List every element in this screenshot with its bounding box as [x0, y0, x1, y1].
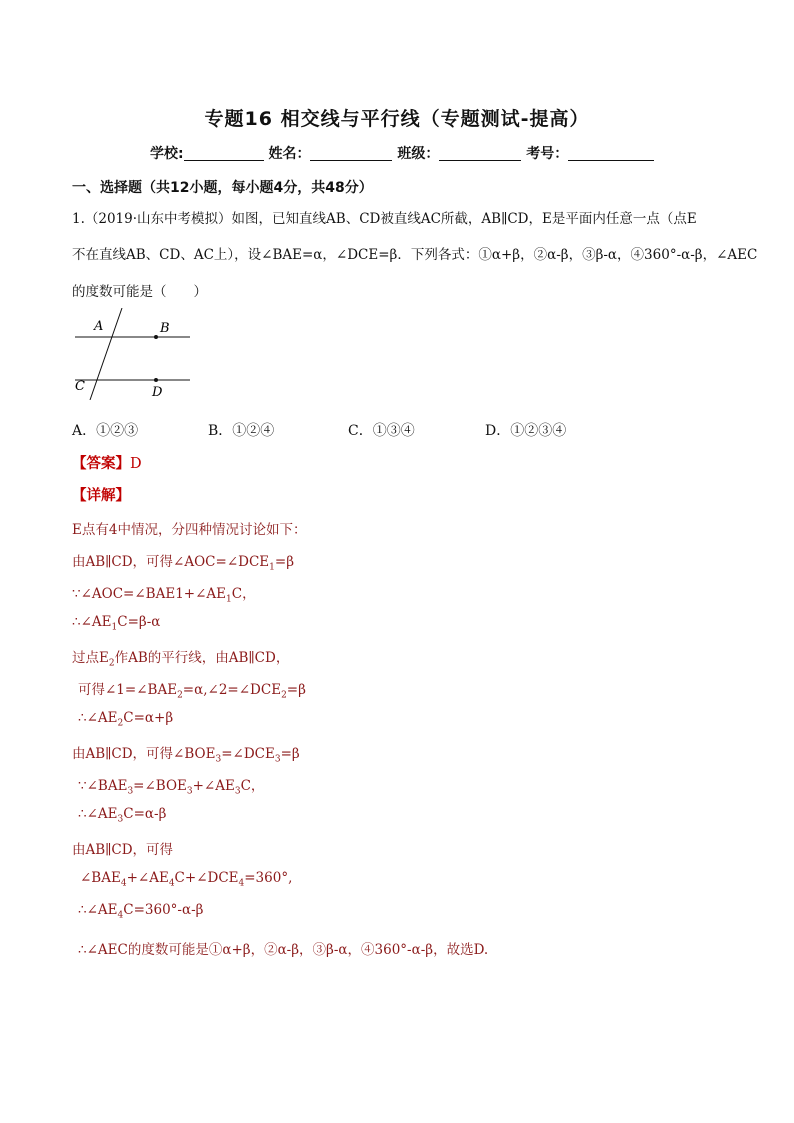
- solution-line-11: 由AB∥CD，可得: [72, 842, 174, 858]
- label-b: B: [160, 321, 170, 336]
- solution-text: +∠AE: [192, 778, 235, 794]
- subscript: 4: [168, 878, 175, 889]
- solution-text: C+∠DCE: [174, 870, 239, 886]
- question-line-1: 1.（2019·山东中考模拟）如图，已知直线AB、CD被直线AC所截，AB∥CD，E是平面内任意一点（点E: [72, 211, 697, 227]
- subscript: 2: [117, 718, 124, 729]
- solution-text: 过点E: [72, 650, 109, 666]
- subscript: 3: [234, 786, 241, 797]
- student-info-line: [150, 143, 654, 163]
- section-title: 一、选择题（共12小题，每小题4分，共48分）: [72, 180, 373, 196]
- solution-text: ∴∠AE: [78, 902, 118, 918]
- name-blank[interactable]: [310, 145, 392, 161]
- name-label: 姓名：: [268, 146, 311, 162]
- solution-text: ∴∠AE: [72, 614, 112, 630]
- solution-line-10: [78, 806, 166, 825]
- solution-text: 作AB的平行线，由AB∥CD，: [114, 650, 290, 666]
- solution-text: ∵∠AOC=∠BAE1+∠AE: [72, 586, 227, 602]
- detail-label: 【详解】: [72, 488, 130, 504]
- subscript: 4: [238, 878, 245, 889]
- solution-text: =β: [286, 682, 306, 698]
- solution-text: C=360°-α-β: [123, 902, 204, 918]
- option-b[interactable]: B．①②④: [208, 423, 275, 439]
- class-blank[interactable]: [439, 145, 521, 161]
- subscript: 3: [274, 754, 281, 765]
- subscript: 1: [226, 594, 232, 605]
- school-label: 学校:: [150, 146, 184, 162]
- solution-text: C，: [240, 778, 265, 794]
- solution-text: ∵∠BAE: [78, 778, 128, 794]
- solution-text: ∴∠AE: [78, 806, 118, 822]
- label-d: D: [152, 385, 163, 400]
- question-line-2: 不在直线AB、CD、AC上），设∠BAE=α，∠DCE=β．下列各式：①α+β，②α-β，③β-α，④360°-α-β，∠AEC: [72, 247, 758, 263]
- subscript: 3: [215, 754, 222, 765]
- label-c: C: [75, 379, 85, 394]
- solution-line-2: [72, 550, 294, 573]
- answer-value: D: [130, 456, 142, 472]
- parallel-lines-figure: [70, 308, 200, 400]
- subscript: 3: [127, 786, 134, 797]
- option-c[interactable]: C．①③④: [348, 423, 415, 439]
- subscript: 4: [117, 910, 124, 921]
- exam-no-label: 考号：: [526, 146, 569, 162]
- solution-text: +∠AE: [126, 870, 169, 886]
- solution-text: =β: [280, 746, 300, 762]
- subscript: 3: [186, 786, 193, 797]
- solution-text: ∠BAE: [80, 870, 121, 886]
- subscript: 2: [177, 690, 183, 701]
- option-d[interactable]: D．①②③④: [485, 423, 567, 439]
- page-title: 专题16 相交线与平行线（专题测试-提高）: [204, 108, 590, 130]
- solution-line-13: [78, 902, 203, 921]
- option-a[interactable]: A．①②③: [72, 423, 139, 439]
- solution-text: 由AB∥CD，可得∠AOC=∠DCE: [72, 554, 270, 570]
- answer-label: 【答案】: [72, 456, 130, 472]
- exam-no-blank[interactable]: [568, 145, 654, 161]
- solution-line-12: [80, 870, 292, 889]
- solution-text: ∴∠AE: [78, 710, 118, 726]
- solution-text: =∠DCE: [221, 746, 275, 762]
- solution-text: C=α+β: [123, 710, 174, 726]
- class-label: 班级：: [397, 146, 440, 162]
- solution-text: 由AB∥CD，可得∠BOE: [72, 746, 216, 762]
- solution-line-14: ∴∠AEC的度数可能是①α+β，②α-β，③β-α，④360°-α-β，故选D.: [78, 942, 489, 958]
- solution-line-4: [72, 614, 160, 633]
- solution-text: C=α-β: [123, 806, 167, 822]
- solution-line-8: [72, 742, 300, 765]
- subscript: 1: [111, 622, 118, 633]
- point-d: [154, 378, 158, 382]
- solution-text: C，: [231, 586, 256, 602]
- solution-line-6: [78, 678, 306, 701]
- subscript: 2: [108, 658, 115, 669]
- point-b: [154, 335, 158, 339]
- question-line-3: 的度数可能是（ ）: [72, 284, 207, 300]
- solution-line-7: [78, 710, 173, 729]
- solution-line-9: [78, 774, 264, 797]
- subscript: 1: [269, 562, 275, 573]
- subscript: 2: [281, 690, 287, 701]
- solution-text: 可得∠1=∠BAE: [78, 682, 178, 698]
- solution-line-1: E点有4中情况，分四种情况讨论如下：: [72, 522, 307, 538]
- answer-line: [72, 452, 142, 473]
- solution-text: C=β-α: [117, 614, 161, 630]
- solution-text: =∠BOE: [133, 778, 187, 794]
- solution-line-5: [72, 646, 289, 669]
- subscript: 3: [117, 814, 124, 825]
- solution-text: =β: [274, 554, 295, 570]
- school-blank[interactable]: [184, 145, 264, 161]
- label-a: A: [94, 319, 104, 334]
- solution-line-3: [72, 582, 256, 605]
- solution-text: =α,∠2=∠DCE: [182, 682, 282, 698]
- solution-text: =360°,: [244, 870, 293, 886]
- subscript: 4: [120, 878, 127, 889]
